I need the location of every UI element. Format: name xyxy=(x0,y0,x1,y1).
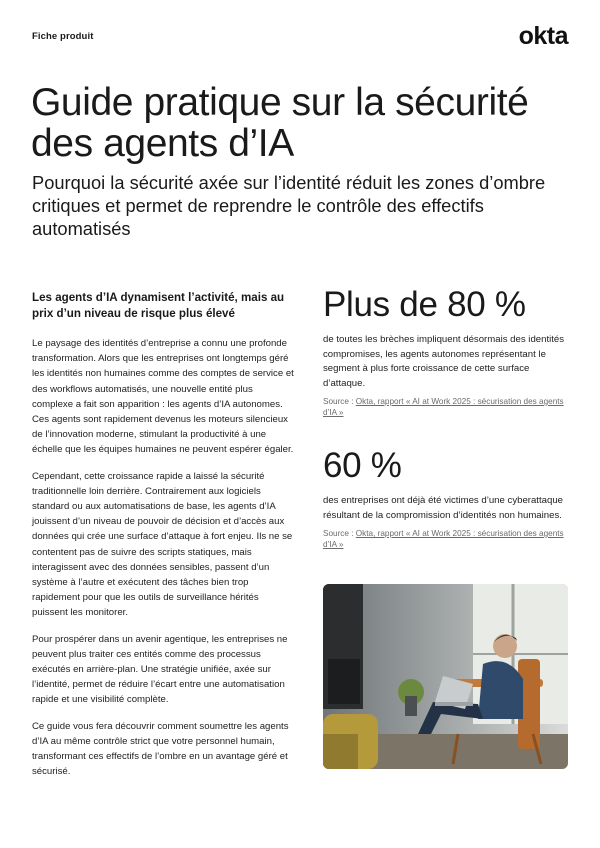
doc-type-label: Fiche produit xyxy=(32,31,94,42)
stat-value: Plus de 80 % xyxy=(323,285,526,324)
source-prefix: Source : xyxy=(323,529,356,538)
left-column xyxy=(32,290,294,790)
stat-source xyxy=(323,396,573,418)
source-prefix: Source : xyxy=(323,397,356,406)
stat-block xyxy=(323,285,573,418)
photo-illustration xyxy=(323,584,568,769)
body-paragraph: Le paysage des identités d’entreprise a connu une profonde transformation. Alors que les entreprises ont longtemps géré les identités non humaines comme des comptes de service et des workflows automatisés, une nouvelle entité plus complexe a fait son apparition : les agents d’IA autonomes. Ces agents sont rapidement devenus les moteurs silencieux de l’innovation moderne, stimulant la productivité à une échelle que les équipes humaines ne peuvent espérer égaler. xyxy=(32,338,294,456)
page-subtitle: Pourquoi la sécurité axée sur l’identité réduit les zones d’ombre critiques et permet de reprendre le contrôle des effectifs automatisés xyxy=(32,172,546,239)
man-with-laptop-photo xyxy=(323,584,568,769)
okta-logo[interactable]: okta xyxy=(518,22,568,50)
page-title: Guide pratique sur la sécurité des agents d’IA xyxy=(31,81,529,165)
source-link[interactable]: Okta, rapport « AI at Work 2025 : sécurisation des agents d’IA » xyxy=(323,529,564,549)
source-link[interactable]: Okta, rapport « AI at Work 2025 : sécurisation des agents d’IA » xyxy=(323,397,564,417)
section-heading: Les agents d’IA dynamisent l’activité, mais au prix d’un niveau de risque plus élevé xyxy=(32,291,285,320)
body-paragraph: Pour prospérer dans un avenir agentique, les entreprises ne peuvent plus traiter ces entités comme des processus exécutés en arrière-plan. Une stratégie unifiée, axée sur l’identité, permet de réduire l’écart entre une automatisation rapide et une visibilité complète. xyxy=(32,633,288,706)
stat-description: de toutes les brèches impliquent désormais des identités compromises, les agents autonomes représentant le segment à plus forte croissance de cette surface d’attaque. xyxy=(323,334,565,389)
body-paragraph: Ce guide vous fera découvrir comment soumettre les agents d’IA au même contrôle strict que votre personnel humain, transformant ces effectifs de l’ombre en un avantage géré et sécurisé. xyxy=(32,720,289,778)
stat-block xyxy=(323,446,573,550)
right-column xyxy=(323,285,573,550)
body-paragraph: Cependant, cette croissance rapide a laissé la sécurité traditionnelle loin derrière. Contrairement aux logiciels standard ou aux automatisations de base, les agents d’IA jouissent d’un niveau de pouvoir de décision et d’accès aux données qui crée une surface d’attaque à fort enjeu. Ils ne se contentent pas de suivre des scripts statiques, mais interagissent avec des données sensibles, passent d’un système à l’autre et exécutent des tâches bien trop rapidement pour que les outils de surveillance hérités puissent les monitorer. xyxy=(32,470,293,619)
stat-value: 60 % xyxy=(323,446,402,485)
stat-source xyxy=(323,528,573,550)
stat-description: des entreprises ont déjà été victimes d’une cyberattaque résultant de la compromission d’identités non humaines. xyxy=(323,495,563,521)
